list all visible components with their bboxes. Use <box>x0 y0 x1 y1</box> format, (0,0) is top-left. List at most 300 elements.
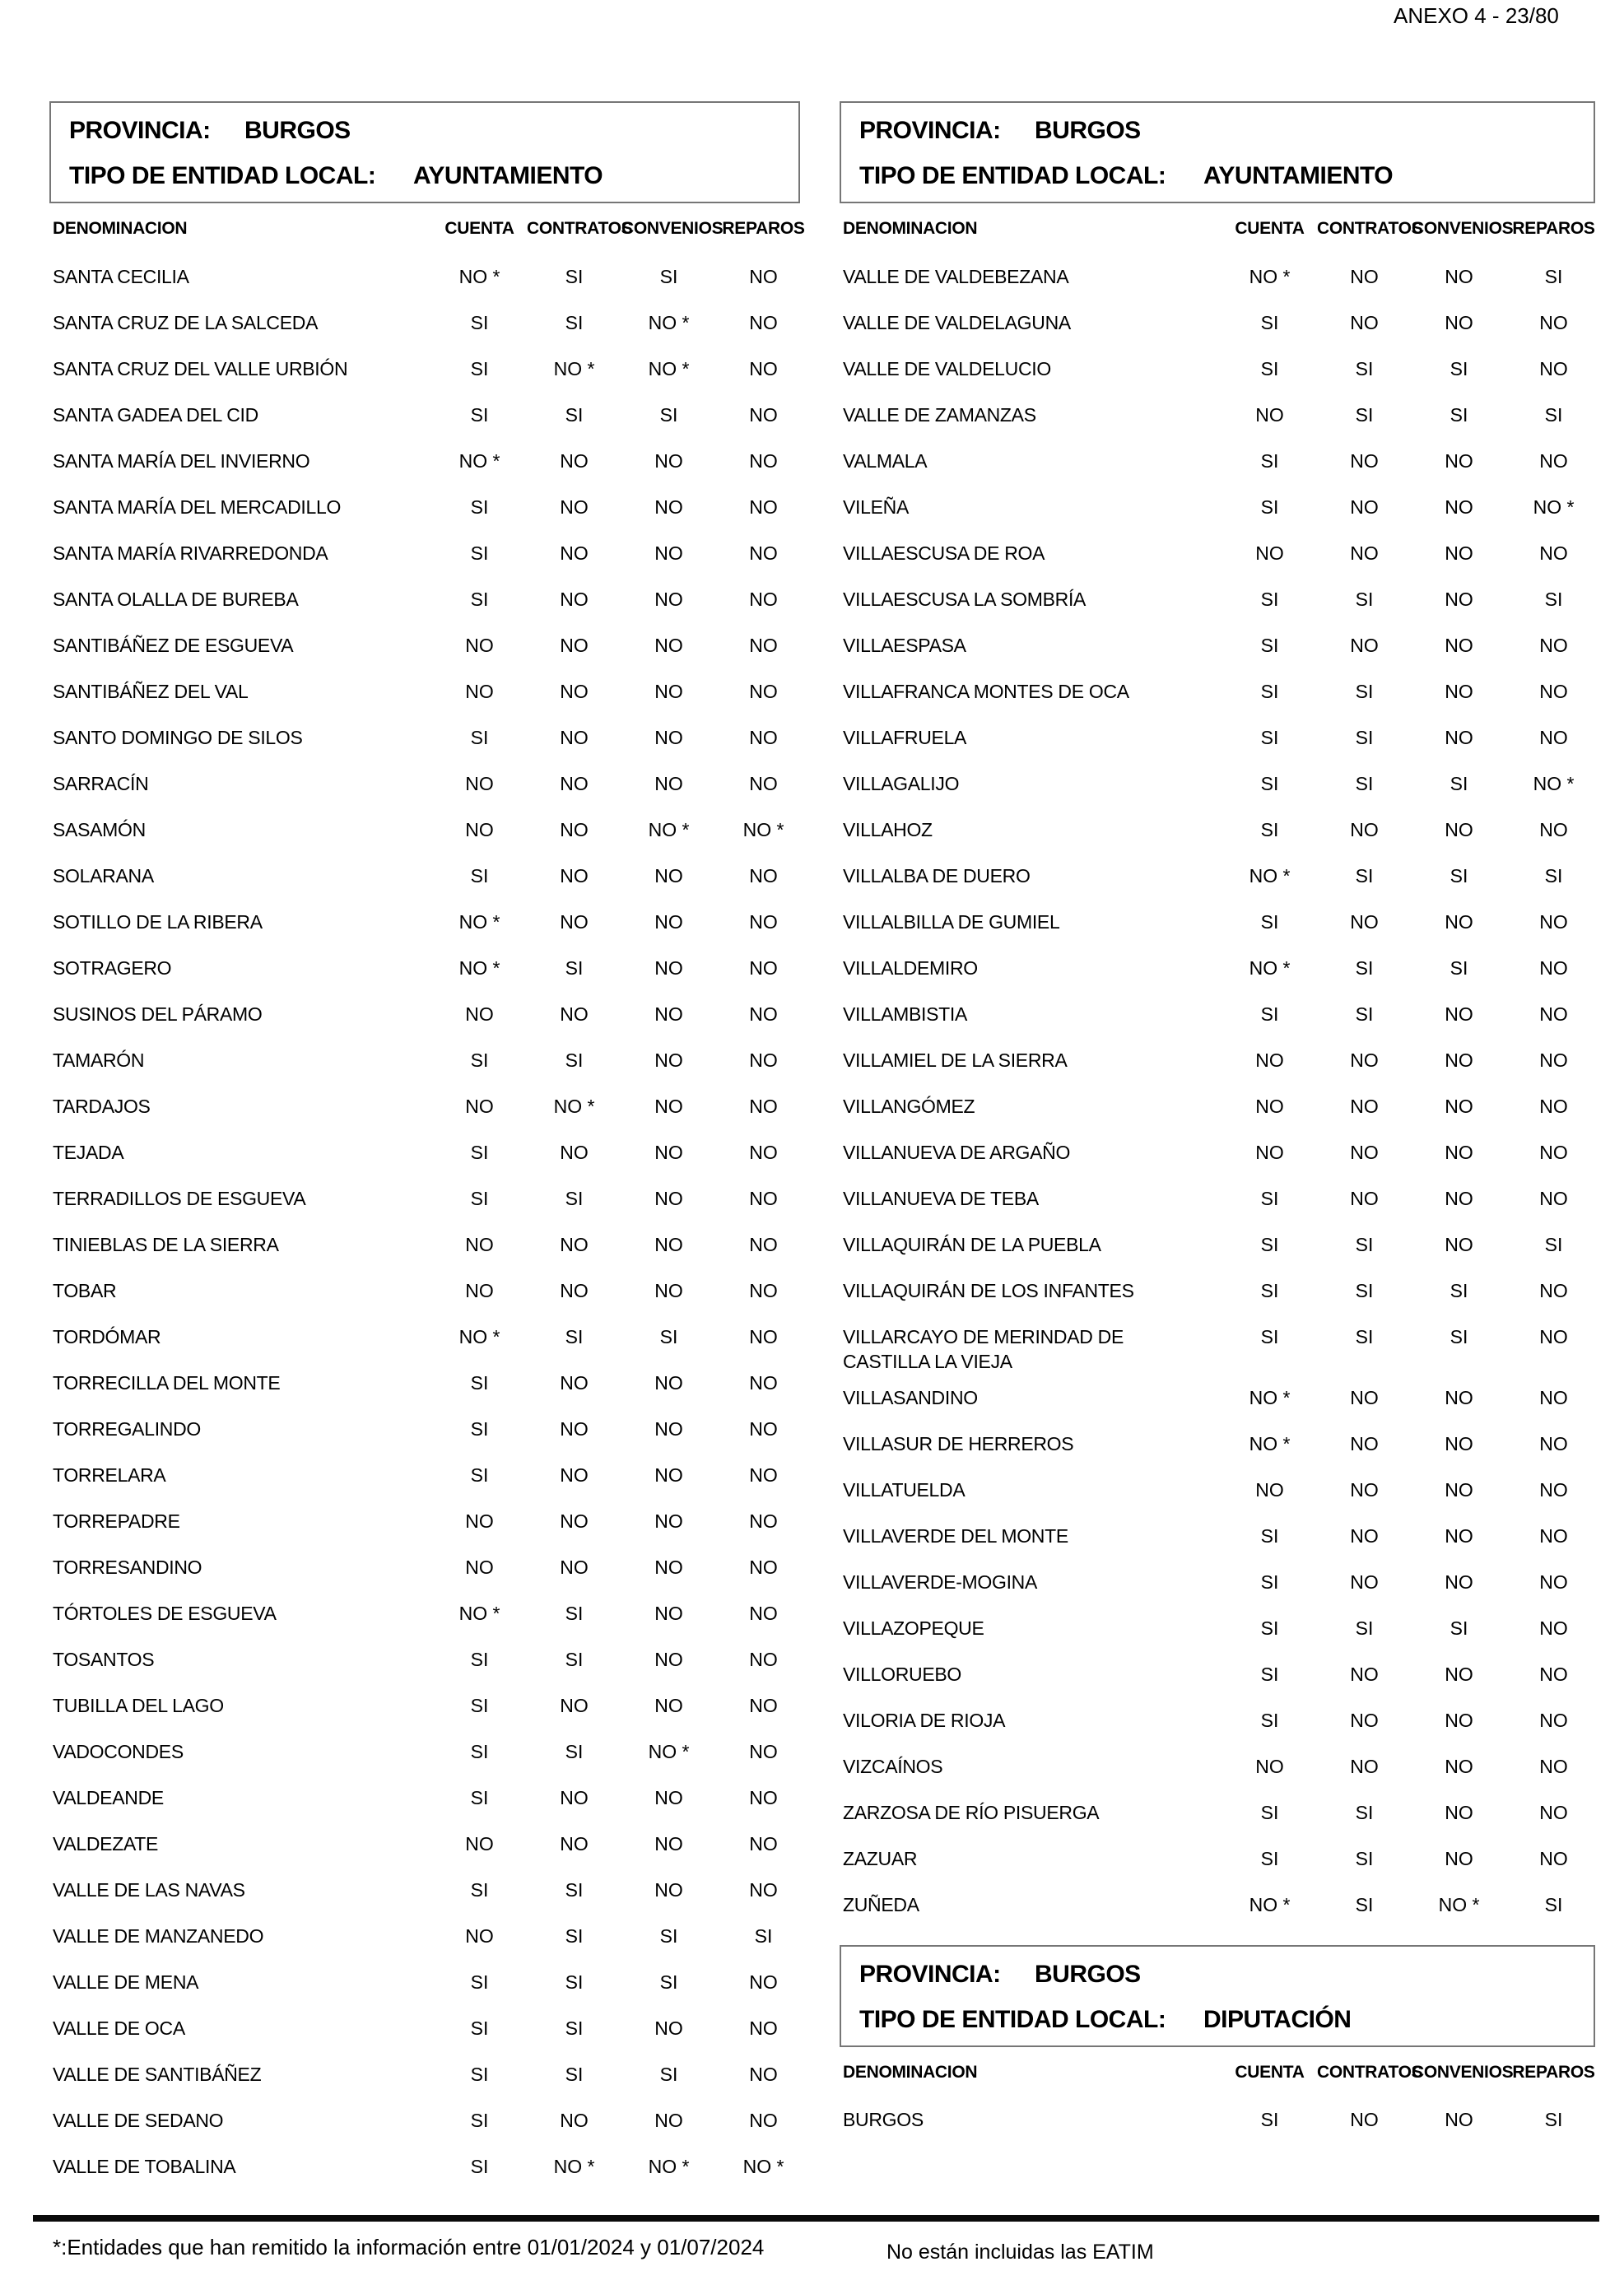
convenios-value: NO <box>654 1603 683 1624</box>
reparos-value: NO <box>749 1372 778 1394</box>
contratos-value: NO <box>560 542 589 564</box>
municipality-name: SARRACÍN <box>53 773 149 794</box>
municipality-name: VILLANGÓMEZ <box>843 1096 975 1117</box>
reparos-value: NO <box>749 266 778 287</box>
cuenta-value: SI <box>470 589 489 610</box>
table-row <box>49 437 811 483</box>
municipality-name: TERRADILLOS DE ESGUEVA <box>53 1188 306 1209</box>
contratos-value: NO <box>560 865 589 887</box>
municipality-name: SASAMÓN <box>53 819 146 840</box>
municipality-name: VIZCAÍNOS <box>843 1756 943 1777</box>
contratos-value: NO <box>1350 1049 1379 1071</box>
convenios-value: NO <box>1445 1479 1473 1501</box>
reparos-value: NO <box>749 1557 778 1578</box>
reparos-value: NO <box>749 1049 778 1071</box>
municipality-name: VILLAMBISTIA <box>843 1003 968 1025</box>
convenios-value: NO <box>1445 1848 1473 1869</box>
contratos-value: SI <box>1355 1894 1374 1915</box>
convenios-value: NO <box>654 1833 683 1855</box>
cuenta-value: SI <box>470 496 489 518</box>
table-row <box>49 668 811 714</box>
convenios-value: SI <box>659 404 678 426</box>
convenios-value: NO <box>654 1372 683 1394</box>
province-info-box <box>49 101 800 203</box>
reparos-value: NO <box>749 1418 778 1440</box>
left-table-section <box>49 101 811 2177</box>
contratos-value: NO <box>560 1510 589 1532</box>
reparos-value: NO <box>1539 1280 1568 1301</box>
municipality-name: VILLAESCUSA LA SOMBRÍA <box>843 589 1087 610</box>
convenios-value: NO <box>1445 1049 1473 1071</box>
municipality-name: ZAZUAR <box>843 1848 918 1869</box>
reparos-value: NO <box>1539 1387 1568 1408</box>
reparos-value: NO <box>1539 1617 1568 1639</box>
cuenta-value: SI <box>470 1649 489 1670</box>
municipality-name: VALLE DE MANZANEDO <box>53 1925 264 1947</box>
table-row <box>49 2143 811 2189</box>
table-row <box>49 1589 811 1636</box>
convenios-value: NO <box>654 1418 683 1440</box>
cuenta-value: SI <box>470 404 489 426</box>
cuenta-value: SI <box>470 2110 489 2131</box>
cuenta-value: SI <box>1260 681 1279 702</box>
contratos-value: SI <box>565 404 584 426</box>
reparos-value: NO * <box>742 2156 784 2177</box>
convenios-value: NO <box>1445 911 1473 933</box>
cuenta-value: SI <box>1260 1188 1279 1209</box>
reparos-value: NO <box>1539 1326 1568 1347</box>
tipo-entidad-label: TIPO DE ENTIDAD LOCAL: <box>859 2006 1166 2033</box>
cuenta-value: SI <box>470 2156 489 2177</box>
cuenta-value: NO * <box>458 266 500 287</box>
convenios-value: NO <box>654 1003 683 1025</box>
reparos-value: NO <box>749 1096 778 1117</box>
cuenta-value: SI <box>1260 819 1279 840</box>
table-row <box>840 1789 1601 1835</box>
contratos-value: NO <box>1350 312 1379 333</box>
contratos-value: SI <box>1355 358 1374 379</box>
reparos-value: NO <box>749 773 778 794</box>
reparos-value: NO <box>749 589 778 610</box>
municipality-name: SOTILLO DE LA RIBERA <box>53 911 263 933</box>
table-row <box>49 1313 811 1359</box>
convenios-value: NO <box>1445 681 1473 702</box>
reparos-value: NO <box>1539 1571 1568 1593</box>
table-row <box>840 1604 1601 1650</box>
reparos-value: NO <box>749 681 778 702</box>
municipality-name: TORRECILLA DEL MONTE <box>53 1372 281 1394</box>
reparos-value: NO <box>1539 1664 1568 1685</box>
cuenta-value: SI <box>470 1372 489 1394</box>
convenios-value: NO <box>1445 1387 1473 1408</box>
municipality-name: VILLAESCUSA DE ROA <box>843 542 1045 564</box>
reparos-value: NO * <box>742 819 784 840</box>
convenios-value: NO <box>654 589 683 610</box>
municipality-name: VADOCONDES <box>53 1741 184 1762</box>
cuenta-value: NO <box>1255 1479 1284 1501</box>
convenios-value: NO <box>1445 727 1473 748</box>
cuenta-value: NO * <box>1249 865 1291 887</box>
convenios-value: SI <box>1450 1617 1468 1639</box>
cuenta-value: SI <box>470 1464 489 1486</box>
reparos-value: NO <box>1539 681 1568 702</box>
convenios-value: NO * <box>648 2156 690 2177</box>
cuenta-value: NO <box>1255 1142 1284 1163</box>
contratos-value: SI <box>565 1649 584 1670</box>
reparos-value: NO <box>749 1833 778 1855</box>
table-row <box>840 1881 1601 1927</box>
cuenta-value: SI <box>1260 1802 1279 1823</box>
municipality-name: SANTA CECILIA <box>53 266 189 287</box>
reparos-value: SI <box>1544 266 1563 287</box>
cuenta-value: NO <box>465 1833 494 1855</box>
reparos-value: SI <box>1544 1894 1563 1915</box>
municipality-name: VALLE DE OCA <box>53 2017 185 2039</box>
reparos-value: NO <box>1539 312 1568 333</box>
table-row <box>840 1696 1601 1743</box>
table-body <box>49 253 811 2189</box>
municipality-name: VALLE DE ZAMANZAS <box>843 404 1036 426</box>
contratos-value: NO <box>560 589 589 610</box>
reparos-value: NO <box>749 2017 778 2039</box>
reparos-value: NO <box>749 1879 778 1901</box>
municipality-name: VALLE DE MENA <box>53 1971 199 1993</box>
convenios-value: NO * <box>648 819 690 840</box>
cuenta-value: SI <box>1260 1234 1279 1255</box>
table-row <box>49 299 811 345</box>
contratos-value: NO <box>560 1557 589 1578</box>
contratos-value: SI <box>565 1188 584 1209</box>
convenios-value: NO <box>654 1695 683 1716</box>
convenios-value: NO <box>1445 1003 1473 1025</box>
contratos-value: NO <box>560 1464 589 1486</box>
cuenta-value: NO <box>1255 404 1284 426</box>
municipality-name: VILLALBILLA DE GUMIEL <box>843 911 1060 933</box>
table-row <box>49 1036 811 1082</box>
cuenta-value: SI <box>470 2064 489 2085</box>
reparos-value: NO * <box>1533 773 1575 794</box>
cuenta-value: NO <box>465 1280 494 1301</box>
reparos-header: REPAROS <box>722 219 805 238</box>
cuenta-value: SI <box>1260 358 1279 379</box>
contratos-value: NO <box>1350 1433 1379 1454</box>
table-row <box>840 1743 1601 1789</box>
reparos-value: NO <box>749 496 778 518</box>
footer-divider-line <box>33 2215 1599 2222</box>
cuenta-value: NO * <box>458 450 500 472</box>
reparos-header: REPAROS <box>1512 2063 1595 2082</box>
cuenta-value: NO <box>465 773 494 794</box>
contratos-value: NO <box>560 450 589 472</box>
cuenta-value: SI <box>1260 1280 1279 1301</box>
contratos-value: NO <box>1350 1571 1379 1593</box>
cuenta-value: SI <box>1260 773 1279 794</box>
page-annotation: ANEXO 4 - 23/80 <box>1394 3 1559 28</box>
reparos-value: NO <box>1539 819 1568 840</box>
provincia-label: PROVINCIA: <box>69 117 211 144</box>
contratos-value: NO <box>1350 1710 1379 1731</box>
municipality-name: SANTA CRUZ DE LA SALCEDA <box>53 312 319 333</box>
contratos-value: NO <box>560 635 589 656</box>
convenios-header: CONVENIOS <box>1412 219 1514 238</box>
cuenta-value: NO <box>465 1510 494 1532</box>
convenios-value: NO * <box>1438 1894 1480 1915</box>
contratos-value: NO <box>1350 635 1379 656</box>
reparos-value: NO <box>749 450 778 472</box>
cuenta-value: SI <box>1260 2109 1279 2130</box>
table-row <box>49 2050 811 2097</box>
contratos-value: SI <box>1355 1280 1374 1301</box>
municipality-name: TORRELARA <box>53 1464 166 1486</box>
reparos-value: SI <box>754 1925 773 1947</box>
convenios-value: NO <box>654 681 683 702</box>
cuenta-value: NO <box>465 1234 494 1255</box>
contratos-value: SI <box>1355 865 1374 887</box>
convenios-value: NO <box>654 1142 683 1163</box>
contratos-value: SI <box>1355 1802 1374 1823</box>
contratos-value: NO <box>560 819 589 840</box>
contratos-value: SI <box>565 2064 584 2085</box>
municipality-name: TUBILLA DEL LAGO <box>53 1695 224 1716</box>
convenios-value: SI <box>1450 1326 1468 1347</box>
table-row <box>49 621 811 668</box>
convenios-value: NO <box>654 1649 683 1670</box>
table-row <box>840 852 1601 898</box>
table-header <box>840 219 1601 239</box>
municipality-name: VALLE DE SANTIBÁÑEZ <box>53 2064 262 2085</box>
table-row <box>49 529 811 575</box>
table-row <box>840 990 1601 1036</box>
convenios-value: NO <box>1445 1188 1473 1209</box>
cuenta-header: CUENTA <box>444 219 514 238</box>
convenios-value: NO <box>654 773 683 794</box>
right-table-section <box>840 101 1601 1915</box>
contratos-value: SI <box>1355 1617 1374 1639</box>
municipality-name: VILLAFRANCA MONTES DE OCA <box>843 681 1129 702</box>
reparos-value: NO <box>1539 1525 1568 1547</box>
contratos-value: NO <box>560 2110 589 2131</box>
contratos-value: SI <box>565 1741 584 1762</box>
reparos-value: NO <box>1539 911 1568 933</box>
convenios-header: CONVENIOS <box>1412 2063 1514 2082</box>
municipality-name: ZUÑEDA <box>843 1894 919 1915</box>
reparos-value: NO <box>1539 450 1568 472</box>
cuenta-value: NO * <box>458 1603 500 1624</box>
table-row <box>840 1466 1601 1512</box>
convenios-value: NO <box>654 1787 683 1808</box>
municipality-name: TÓRTOLES DE ESGUEVA <box>53 1603 277 1624</box>
tipo-entidad-label: TIPO DE ENTIDAD LOCAL: <box>69 162 376 189</box>
contratos-value: NO <box>1350 266 1379 287</box>
reparos-value: NO <box>749 1188 778 1209</box>
municipality-name: TORREGALINDO <box>53 1418 202 1440</box>
contratos-value: NO <box>1350 450 1379 472</box>
convenios-value: NO <box>1445 1096 1473 1117</box>
cuenta-value: NO <box>465 1003 494 1025</box>
table-body <box>840 2096 1601 2142</box>
table-row <box>840 1558 1601 1604</box>
cuenta-value: SI <box>470 1971 489 1993</box>
cuenta-value: NO * <box>1249 266 1291 287</box>
table-row <box>49 1221 811 1267</box>
table-row <box>49 1359 811 1405</box>
provincia-label: PROVINCIA: <box>859 1961 1001 1988</box>
contratos-value: NO <box>560 681 589 702</box>
reparos-value: NO <box>749 542 778 564</box>
table-row <box>840 345 1601 391</box>
cuenta-value: NO * <box>1249 1894 1291 1915</box>
contratos-value: NO <box>560 1234 589 1255</box>
reparos-value: NO <box>749 404 778 426</box>
reparos-value: NO <box>749 1510 778 1532</box>
contratos-value: SI <box>1355 1234 1374 1255</box>
convenios-value: NO <box>654 865 683 887</box>
provincia-value: BURGOS <box>1035 1961 1141 1988</box>
cuenta-value: NO <box>1255 1096 1284 1117</box>
convenios-value: NO <box>654 635 683 656</box>
reparos-value: NO <box>749 1695 778 1716</box>
contratos-value: NO <box>560 1787 589 1808</box>
municipality-name: TOBAR <box>53 1280 117 1301</box>
table-row <box>49 1682 811 1728</box>
table-row <box>49 1912 811 1958</box>
contratos-value: SI <box>1355 1326 1374 1347</box>
table-row <box>840 2096 1601 2142</box>
contratos-value: SI <box>565 312 584 333</box>
table-row <box>840 1036 1601 1082</box>
municipality-name: SANTO DOMINGO DE SILOS <box>53 727 303 748</box>
municipality-name: VILORIA DE RIOJA <box>843 1710 1006 1731</box>
provincia-label: PROVINCIA: <box>859 117 1001 144</box>
reparos-value: SI <box>1544 404 1563 426</box>
reparos-value: NO <box>749 1142 778 1163</box>
table-row <box>840 1374 1601 1420</box>
contratos-value: SI <box>1355 773 1374 794</box>
convenios-value: SI <box>659 1971 678 1993</box>
cuenta-value: SI <box>1260 1617 1279 1639</box>
contratos-value: SI <box>1355 1003 1374 1025</box>
table-header <box>49 219 811 239</box>
municipality-name: VILLAGALIJO <box>843 773 960 794</box>
tipo-entidad-value: DIPUTACIÓN <box>1203 2006 1352 2033</box>
convenios-value: NO <box>1445 1710 1473 1731</box>
convenios-value: NO <box>654 1557 683 1578</box>
cuenta-value: SI <box>470 542 489 564</box>
table-row <box>49 806 811 852</box>
contratos-value: NO <box>560 1695 589 1716</box>
cuenta-value: SI <box>470 2017 489 2039</box>
contratos-value: NO <box>1350 2109 1379 2130</box>
table-row <box>49 391 811 437</box>
municipality-name: VILLALDEMIRO <box>843 957 978 979</box>
reparos-value: SI <box>1544 2109 1563 2130</box>
municipality-name: VILLAHOZ <box>843 819 933 840</box>
table-row <box>49 898 811 944</box>
convenios-value: SI <box>659 266 678 287</box>
convenios-value: NO <box>654 1188 683 1209</box>
cuenta-value: SI <box>1260 1571 1279 1593</box>
reparos-value: NO <box>1539 635 1568 656</box>
municipality-name: VALDEZATE <box>53 1833 159 1855</box>
convenios-value: NO * <box>648 1741 690 1762</box>
contratos-header: CONTRATOS <box>1317 2063 1423 2082</box>
reparos-value: NO <box>749 635 778 656</box>
cuenta-value: SI <box>1260 1003 1279 1025</box>
contratos-value: SI <box>565 1326 584 1347</box>
convenios-value: NO <box>654 1464 683 1486</box>
provincia-value: BURGOS <box>244 117 351 144</box>
municipality-name: SOTRAGERO <box>53 957 172 979</box>
cuenta-value: SI <box>1260 1848 1279 1869</box>
convenios-value: NO <box>654 1049 683 1071</box>
reparos-value: NO <box>1539 1049 1568 1071</box>
cuenta-value: SI <box>1260 496 1279 518</box>
cuenta-value: SI <box>1260 450 1279 472</box>
table-row <box>840 1835 1601 1881</box>
convenios-value: NO <box>654 1879 683 1901</box>
table-row <box>49 1451 811 1497</box>
municipality-name: VALLE DE VALDELAGUNA <box>843 312 1071 333</box>
reparos-value: NO <box>1539 1848 1568 1869</box>
municipality-name: BURGOS <box>843 2109 924 2130</box>
municipality-name: VILLATUELDA <box>843 1479 966 1501</box>
convenios-value: NO <box>654 1280 683 1301</box>
table-row <box>49 1636 811 1682</box>
municipality-name: SANTA MARÍA DEL INVIERNO <box>53 450 310 472</box>
contratos-value: SI <box>1355 681 1374 702</box>
table-row <box>49 1497 811 1543</box>
municipality-name: VILLAZOPEQUE <box>843 1617 984 1639</box>
convenios-value: SI <box>659 1925 678 1947</box>
contratos-value: NO * <box>553 358 595 379</box>
convenios-value: NO <box>1445 1234 1473 1255</box>
reparos-value: NO <box>749 957 778 979</box>
cuenta-value: NO * <box>1249 957 1291 979</box>
municipality-name: VALLE DE SEDANO <box>53 2110 224 2131</box>
convenios-value: NO <box>1445 312 1473 333</box>
convenios-value: NO <box>1445 1664 1473 1685</box>
reparos-value: NO <box>1539 727 1568 748</box>
convenios-value: SI <box>1450 773 1468 794</box>
contratos-value: NO <box>560 911 589 933</box>
contratos-value: NO <box>560 1833 589 1855</box>
table-row <box>840 1512 1601 1558</box>
convenios-value: NO <box>654 2017 683 2039</box>
convenios-value: NO <box>1445 589 1473 610</box>
convenios-value: NO <box>654 1234 683 1255</box>
convenios-value: NO <box>1445 542 1473 564</box>
contratos-value: NO <box>1350 496 1379 518</box>
provincia-line <box>51 117 798 147</box>
convenios-value: NO <box>1445 266 1473 287</box>
municipality-name: TORDÓMAR <box>53 1326 161 1347</box>
convenios-value: NO <box>654 450 683 472</box>
cuenta-value: NO * <box>1249 1433 1291 1454</box>
municipality-name: TARDAJOS <box>53 1096 151 1117</box>
municipality-name: SOLARANA <box>53 865 154 887</box>
convenios-value: NO <box>1445 1142 1473 1163</box>
table-row <box>840 1129 1601 1175</box>
table-row <box>49 944 811 990</box>
municipality-name: VILLAMIEL DE LA SIERRA <box>843 1049 1068 1071</box>
municipality-name: SANTIBÁÑEZ DEL VAL <box>53 681 249 702</box>
table-row <box>840 760 1601 806</box>
cuenta-value: NO <box>465 681 494 702</box>
table-row <box>840 944 1601 990</box>
contratos-value: SI <box>565 266 584 287</box>
cuenta-header: CUENTA <box>1235 2063 1305 2082</box>
contratos-value: NO <box>1350 1142 1379 1163</box>
